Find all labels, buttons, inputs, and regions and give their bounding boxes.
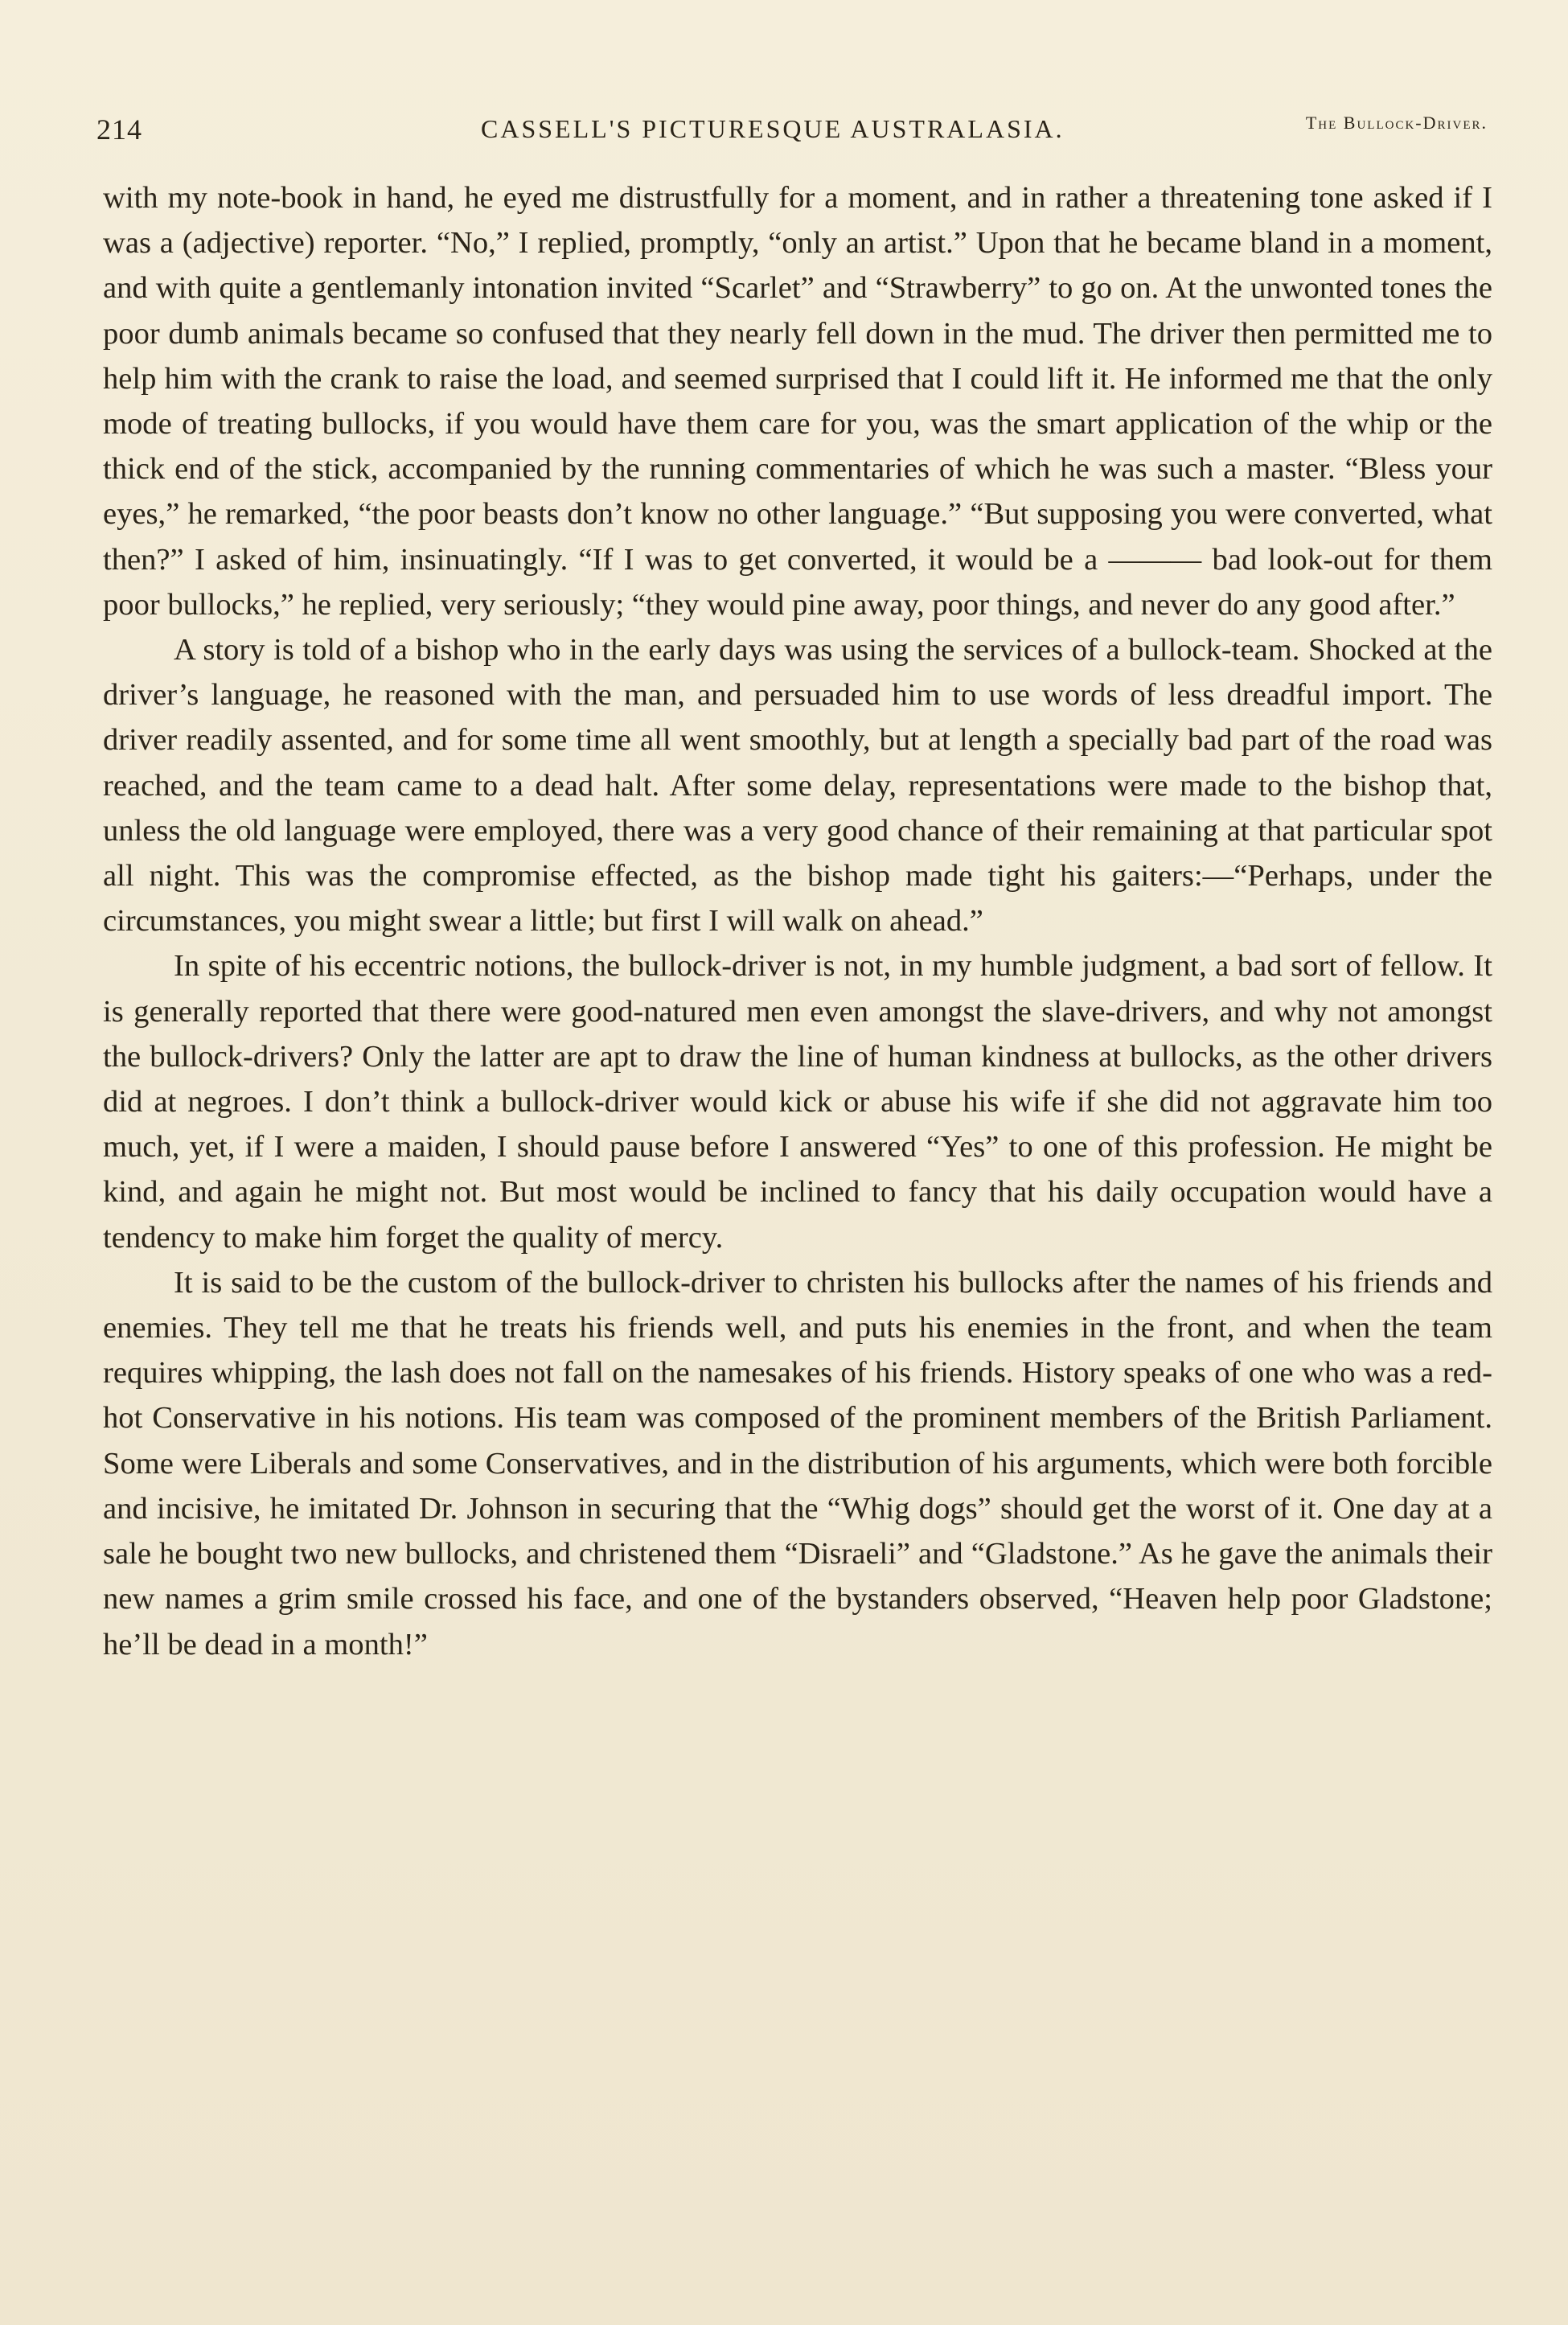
- page-header: [96, 106, 1496, 146]
- paragraph-2: A story is told of a bishop who in the early days was using the services of a bullock-team. Shocked at the driver’s language, he reasoned with the man, and persuaded him to use words of less dreadful import. The driver readily assented, and for some time all went smoothly, but at length a specially bad part of the road was reached, and the team came to a dead halt. After some delay, representations were made to the bishop that, unless the old language were employed, there was a very good chance of their remaining at that particular spot all night. This was the compromise effected, as the bishop made tight his gaiters:—“Perhaps, under the circumstances, you might swear a little; but first I will walk on ahead.”: [103, 633, 1492, 939]
- paragraph-3: In spite of his eccentric notions, the bullock-driver is not, in my humble judgment, a bad sort of fellow. It is generally reported that there were good-natured men even amongst the slave-drivers, and why not amongst the bullock-drivers? Only the latter are apt to draw the line of human kindness at bullocks, as the other drivers did at negroes. I don’t think a bullock-driver would kick or abuse his wife if she did not aggravate him too much, yet, if I were a maiden, I should pause before I answered “Yes” to one of this profession. He might be kind, and again he might not. But most would be inclined to fancy that his daily occupation would have a tendency to make him forget the quality of mercy.: [103, 949, 1492, 1255]
- paragraph-1: with my note-book in hand, he eyed me distrustfully for a moment, and in rather a threatening tone asked if I was a (adjective) reporter. “No,” I replied, promptly, “only an artist.” Upon that he became bland in a moment, and with quite a gentlemanly intonation invited “Scarlet” and “Strawberry” to go on. At the unwonted tones the poor dumb animals became so confused that they nearly fell down in the mud. The driver then permitted me to help him with the crank to raise the load, and seemed surprised that I could lift it. He informed me that the only mode of treating bullocks, if you would have them care for you, was the smart application of the whip or the thick end of the stick, accompanied by the running commentaries of which he was such a master. “Bless your eyes,” he remarked, “the poor beasts don’t know no other language.” “But supposing you were converted, what then?” I asked of him, insinuatingly. “If I was to get converted, it would be a ——— bad look-out for them poor bullocks,” he replied, very seriously; “they would pine away, poor things, and never do any good after.”: [103, 181, 1492, 622]
- page-number: 214: [96, 113, 142, 146]
- body-text: [103, 175, 1492, 1667]
- section-title: The Bullock-Driver.: [1305, 113, 1488, 133]
- running-title: CASSELL'S PICTURESQUE AUSTRALASIA.: [481, 114, 1065, 143]
- paragraph-4: It is said to be the custom of the bullock-driver to christen his bullocks after the names of his friends and enemies. They tell me that he treats his friends well, and puts his enemies in the front, and when the team requires whipping, the lash does not fall on the namesakes of his friends. History speaks of one who was a red-hot Conservative in his notions. His team was composed of the prominent members of the British Parliament. Some were Liberals and some Conservatives, and in the distribution of his arguments, which were both forcible and incisive, he imitated Dr. Johnson in securing that the “Whig dogs” should get the worst of it. One day at a sale he bought two new bullocks, and christened them “Disraeli” and “Gladstone.” As he gave the animals their new names a grim smile crossed his face, and one of the bystanders observed, “Heaven help poor Gladstone; he’ll be dead in a month!”: [103, 1265, 1492, 1662]
